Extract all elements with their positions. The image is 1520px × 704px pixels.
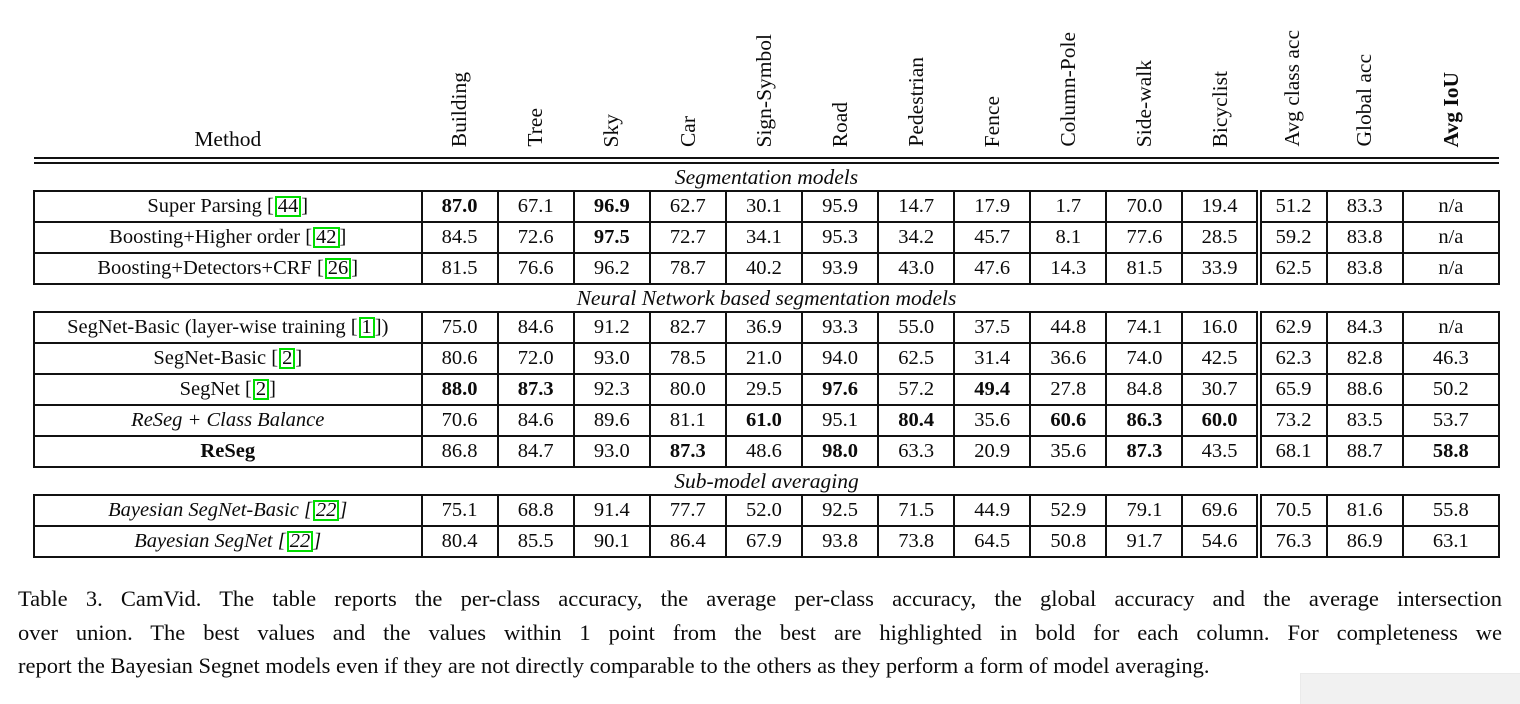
value-cell: 73.8	[878, 526, 954, 557]
value-cell: 83.8	[1327, 253, 1403, 284]
value-cell: 68.8	[498, 495, 574, 526]
method-cell: SegNet [ 2 ]	[34, 374, 422, 405]
value-cell: 50.2	[1403, 374, 1499, 405]
value-cell: 72.7	[650, 222, 726, 253]
value-cell: 81.6	[1327, 495, 1403, 526]
column-header	[954, 0, 1030, 158]
value-cell: 83.8	[1327, 222, 1403, 253]
method-cell: Super Parsing [ 44 ]	[34, 191, 422, 222]
value-cell: 84.7	[498, 436, 574, 467]
value-cell: 73.2	[1259, 405, 1327, 436]
value-cell: 80.4	[422, 526, 498, 557]
value-cell: 84.3	[1327, 312, 1403, 343]
table-row	[34, 374, 1499, 405]
value-cell: 21.0	[726, 343, 802, 374]
column-header	[1327, 0, 1403, 158]
value-cell: 28.5	[1182, 222, 1258, 253]
value-cell: 60.6	[1030, 405, 1106, 436]
value-cell: 82.8	[1327, 343, 1403, 374]
method-cell: SegNet-Basic (layer-wise training [ 1 ])	[34, 312, 422, 343]
caption-line-1: Table 3. CamVid. The table reports the per-class accuracy, the average per-class accuracy, the global accuracy and the average intersection	[18, 586, 1502, 611]
value-cell: 79.1	[1106, 495, 1182, 526]
column-header	[1106, 0, 1182, 158]
column-header	[498, 0, 574, 158]
table-row	[34, 495, 1499, 526]
value-cell: 72.0	[498, 343, 574, 374]
column-header	[802, 0, 878, 158]
value-cell: 71.5	[878, 495, 954, 526]
value-cell: 75.0	[422, 312, 498, 343]
value-cell: 84.5	[422, 222, 498, 253]
value-cell: 86.4	[650, 526, 726, 557]
value-cell: 42.5	[1182, 343, 1258, 374]
value-cell: 96.9	[574, 191, 650, 222]
value-cell: 81.5	[1106, 253, 1182, 284]
table-row	[34, 312, 1499, 343]
value-cell: 17.9	[954, 191, 1030, 222]
table-row	[34, 526, 1499, 557]
value-cell: 92.5	[802, 495, 878, 526]
value-cell: 27.8	[1030, 374, 1106, 405]
table-caption	[18, 582, 1502, 683]
value-cell: 57.2	[878, 374, 954, 405]
column-header-label: Bicyclist	[1208, 70, 1233, 147]
value-cell: 80.6	[422, 343, 498, 374]
value-cell: 74.0	[1106, 343, 1182, 374]
column-header-label: Road	[827, 101, 852, 147]
value-cell: 91.2	[574, 312, 650, 343]
value-cell: 43.0	[878, 253, 954, 284]
column-header-label: Tree	[523, 108, 548, 147]
value-cell: 88.0	[422, 374, 498, 405]
value-cell: 91.7	[1106, 526, 1182, 557]
value-cell: 55.8	[1403, 495, 1499, 526]
value-cell: 30.1	[726, 191, 802, 222]
citation-link[interactable]: 44	[275, 196, 302, 217]
value-cell: 44.9	[954, 495, 1030, 526]
value-cell: 98.0	[802, 436, 878, 467]
value-cell: 62.3	[1259, 343, 1327, 374]
value-cell: 84.6	[498, 405, 574, 436]
method-cell: Bayesian SegNet-Basic [ 22 ]	[34, 495, 422, 526]
value-cell: 69.6	[1182, 495, 1258, 526]
value-cell: 30.7	[1182, 374, 1258, 405]
value-cell: 65.9	[1259, 374, 1327, 405]
value-cell: 70.5	[1259, 495, 1327, 526]
method-cell: Boosting+Higher order [ 42 ]	[34, 222, 422, 253]
value-cell: 72.6	[498, 222, 574, 253]
value-cell: 91.4	[574, 495, 650, 526]
value-cell: 29.5	[726, 374, 802, 405]
value-cell: 49.4	[954, 374, 1030, 405]
section-row	[34, 467, 1499, 495]
value-cell: 45.7	[954, 222, 1030, 253]
value-cell: 36.6	[1030, 343, 1106, 374]
value-cell: 93.8	[802, 526, 878, 557]
value-cell: 59.2	[1259, 222, 1327, 253]
value-cell: 62.7	[650, 191, 726, 222]
value-cell: 88.7	[1327, 436, 1403, 467]
table-row	[34, 222, 1499, 253]
value-cell: 77.6	[1106, 222, 1182, 253]
citation-link[interactable]: 42	[313, 227, 340, 248]
value-cell: 76.3	[1259, 526, 1327, 557]
value-cell: 96.2	[574, 253, 650, 284]
value-cell: 81.1	[650, 405, 726, 436]
value-cell: 93.0	[574, 436, 650, 467]
value-cell: 43.5	[1182, 436, 1258, 467]
column-header-label: Global acc	[1352, 54, 1377, 147]
value-cell: 75.1	[422, 495, 498, 526]
column-header-label: Pedestrian	[903, 57, 928, 147]
method-cell: SegNet-Basic [ 2 ]	[34, 343, 422, 374]
value-cell: 34.2	[878, 222, 954, 253]
value-cell: 95.1	[802, 405, 878, 436]
citation-link[interactable]: 26	[325, 258, 352, 279]
value-cell: 60.0	[1182, 405, 1258, 436]
column-header-label: Avg IoU	[1438, 71, 1463, 147]
value-cell: 81.5	[422, 253, 498, 284]
value-cell: 50.8	[1030, 526, 1106, 557]
value-cell: 36.9	[726, 312, 802, 343]
value-cell: 80.4	[878, 405, 954, 436]
value-cell: 20.9	[954, 436, 1030, 467]
value-cell: 93.0	[574, 343, 650, 374]
value-cell: 70.6	[422, 405, 498, 436]
column-header-label: Fence	[979, 95, 1004, 147]
citation-link[interactable]: 2	[279, 348, 295, 369]
value-cell: 35.6	[1030, 436, 1106, 467]
table-row	[34, 405, 1499, 436]
column-header-label: Side-walk	[1132, 59, 1157, 147]
value-cell: 58.8	[1403, 436, 1499, 467]
table-row	[34, 253, 1499, 284]
column-header	[1259, 0, 1327, 158]
value-cell: 80.0	[650, 374, 726, 405]
column-header	[726, 0, 802, 158]
value-cell: 63.1	[1403, 526, 1499, 557]
corner-artifact	[1300, 673, 1520, 704]
citation-link[interactable]: 2	[253, 379, 269, 400]
value-cell: 88.6	[1327, 374, 1403, 405]
value-cell: 62.9	[1259, 312, 1327, 343]
value-cell: 63.3	[878, 436, 954, 467]
value-cell: 48.6	[726, 436, 802, 467]
table-row	[34, 191, 1499, 222]
value-cell: 62.5	[1259, 253, 1327, 284]
value-cell: 19.4	[1182, 191, 1258, 222]
column-header-label: Sign-Symbol	[751, 33, 776, 147]
value-cell: 55.0	[878, 312, 954, 343]
value-cell: n/a	[1403, 253, 1499, 284]
section-title: Segmentation models	[34, 163, 1499, 191]
citation-link[interactable]: 1	[359, 317, 375, 338]
table-row	[34, 343, 1499, 374]
value-cell: 16.0	[1182, 312, 1258, 343]
value-cell: 14.7	[878, 191, 954, 222]
value-cell: 97.5	[574, 222, 650, 253]
value-cell: 87.3	[1106, 436, 1182, 467]
value-cell: 83.5	[1327, 405, 1403, 436]
value-cell: 33.9	[1182, 253, 1258, 284]
value-cell: 64.5	[954, 526, 1030, 557]
value-cell: 92.3	[574, 374, 650, 405]
column-header	[1182, 0, 1258, 158]
column-header	[422, 0, 498, 158]
value-cell: 77.7	[650, 495, 726, 526]
method-cell: ReSeg + Class Balance	[34, 405, 422, 436]
value-cell: 84.6	[498, 312, 574, 343]
value-cell: 67.9	[726, 526, 802, 557]
method-cell: Boosting+Detectors+CRF [ 26 ]	[34, 253, 422, 284]
column-header	[650, 0, 726, 158]
value-cell: 84.8	[1106, 374, 1182, 405]
caption-line-3: report the Bayesian Segnet models even if they are not directly comparable to the others as they perform a form of model averaging.	[18, 653, 1210, 678]
header-row	[34, 0, 1499, 158]
value-cell: 86.3	[1106, 405, 1182, 436]
value-cell: 90.1	[574, 526, 650, 557]
value-cell: 52.9	[1030, 495, 1106, 526]
column-header-label: Building	[447, 71, 472, 147]
value-cell: 87.3	[650, 436, 726, 467]
value-cell: 51.2	[1259, 191, 1327, 222]
value-cell: 89.6	[574, 405, 650, 436]
value-cell: 87.3	[498, 374, 574, 405]
column-header	[1030, 0, 1106, 158]
caption-line-2: over union. The best values and the values within 1 point from the best are highlighted in bold for each column. For completeness we	[18, 619, 1502, 645]
column-header	[878, 0, 954, 158]
value-cell: 94.0	[802, 343, 878, 374]
value-cell: n/a	[1403, 191, 1499, 222]
value-cell: 46.3	[1403, 343, 1499, 374]
method-header-label: Method	[194, 127, 262, 151]
value-cell: 76.6	[498, 253, 574, 284]
value-cell: 14.3	[1030, 253, 1106, 284]
value-cell: 82.7	[650, 312, 726, 343]
value-cell: 37.5	[954, 312, 1030, 343]
value-cell: 35.6	[954, 405, 1030, 436]
value-cell: 54.6	[1182, 526, 1258, 557]
value-cell: 87.0	[422, 191, 498, 222]
value-cell: 93.3	[802, 312, 878, 343]
value-cell: 34.1	[726, 222, 802, 253]
value-cell: 78.7	[650, 253, 726, 284]
value-cell: 61.0	[726, 405, 802, 436]
value-cell: 31.4	[954, 343, 1030, 374]
method-cell: Bayesian SegNet [ 22 ]	[34, 526, 422, 557]
value-cell: 8.1	[1030, 222, 1106, 253]
value-cell: 40.2	[726, 253, 802, 284]
section-row	[34, 163, 1499, 191]
value-cell: 67.1	[498, 191, 574, 222]
value-cell: 86.9	[1327, 526, 1403, 557]
section-title: Neural Network based segmentation models	[34, 284, 1499, 312]
column-header-label: Avg class acc	[1280, 30, 1305, 147]
value-cell: 74.1	[1106, 312, 1182, 343]
value-cell: 95.3	[802, 222, 878, 253]
column-header-label: Car	[675, 115, 700, 147]
value-cell: 86.8	[422, 436, 498, 467]
value-cell: 70.0	[1106, 191, 1182, 222]
value-cell: 53.7	[1403, 405, 1499, 436]
value-cell: 47.6	[954, 253, 1030, 284]
method-column-header	[34, 0, 422, 158]
value-cell: 44.8	[1030, 312, 1106, 343]
citation-link[interactable]: 22	[313, 500, 340, 521]
column-header-label: Column-Pole	[1056, 32, 1081, 147]
value-cell: 68.1	[1259, 436, 1327, 467]
value-cell: 97.6	[802, 374, 878, 405]
citation-link[interactable]: 22	[287, 531, 314, 552]
value-cell: 1.7	[1030, 191, 1106, 222]
table-row	[34, 436, 1499, 467]
results-table	[33, 0, 1500, 558]
value-cell: 85.5	[498, 526, 574, 557]
section-title: Sub-model averaging	[34, 467, 1499, 495]
value-cell: 62.5	[878, 343, 954, 374]
value-cell: 95.9	[802, 191, 878, 222]
value-cell: 78.5	[650, 343, 726, 374]
section-row	[34, 284, 1499, 312]
value-cell: n/a	[1403, 312, 1499, 343]
value-cell: 93.9	[802, 253, 878, 284]
column-header	[1403, 0, 1499, 158]
method-cell: ReSeg	[34, 436, 422, 467]
column-header-label: Sky	[599, 113, 624, 147]
value-cell: 83.3	[1327, 191, 1403, 222]
value-cell: n/a	[1403, 222, 1499, 253]
column-header	[574, 0, 650, 158]
value-cell: 52.0	[726, 495, 802, 526]
